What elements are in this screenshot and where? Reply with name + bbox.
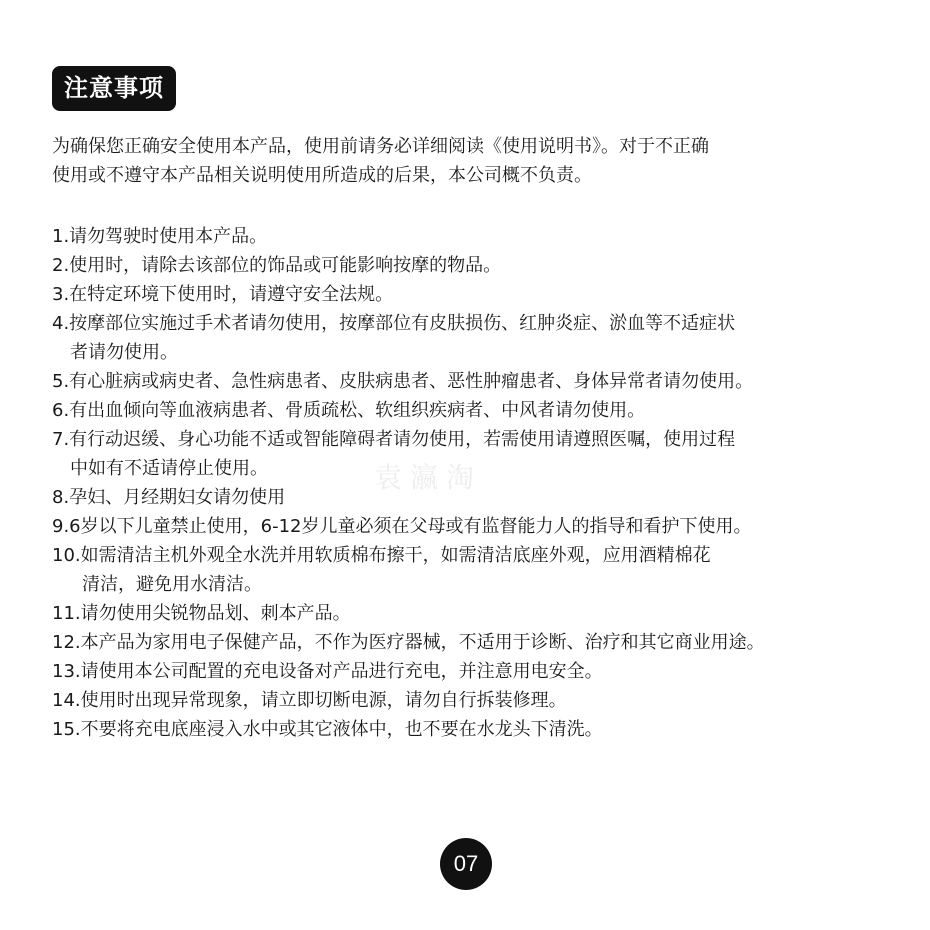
notice-item-text: 14.使用时出现异常现象，请立即切断电源，请勿自行拆装修理。: [52, 690, 567, 711]
section-title: 注意事项: [52, 66, 176, 111]
notice-item-text: 6.有出血倾向等血液病患者、骨质疏松、软组织疾病者、中风者请勿使用。: [52, 400, 646, 421]
notice-item-text: 12.本产品为家用电子保健产品，不作为医疗器械，不适用于诊断、治疗和其它商业用途。: [52, 632, 765, 653]
notice-item-continuation: 中如有不适请停止使用。: [70, 458, 268, 479]
notice-item-text: 3.在特定环境下使用时，请遵守安全法规。: [52, 284, 394, 305]
notice-item: [52, 715, 902, 744]
notice-item-text: 11.请勿使用尖锐物品划、刺本产品。: [52, 603, 351, 624]
notice-item-text: 1.请勿驾驶时使用本产品。: [52, 226, 268, 247]
notice-item-text: 9.6岁以下儿童禁止使用，6-12岁儿童必须在父母或有监督能力人的指导和看护下使用。: [52, 516, 752, 537]
notice-item-text: 2.使用时，请除去该部位的饰品或可能影响按摩的物品。: [52, 255, 502, 276]
intro-line: 使用或不遵守本产品相关说明使用所造成的后果，本公司概不负责。: [52, 165, 592, 186]
notice-item: [52, 657, 902, 686]
notice-item: [52, 222, 902, 251]
notice-item-text: 5.有心脏病或病史者、急性病患者、皮肤病患者、恶性肿瘤患者、身体异常者请勿使用。: [52, 371, 754, 392]
notice-item: [52, 280, 902, 309]
notice-item: [52, 541, 902, 599]
notice-item-text: 4.按摩部位实施过手术者请勿使用，按摩部位有皮肤损伤、红肿炎症、淤血等不适症状: [52, 313, 736, 334]
intro-line: 为确保您正确安全使用本产品，使用前请务必详细阅读《使用说明书》。对于不正确: [52, 136, 709, 157]
notice-item: [52, 599, 902, 628]
notice-item-text: 13.请使用本公司配置的充电设备对产品进行充电，并注意用电安全。: [52, 661, 603, 682]
notice-item: [52, 628, 902, 657]
notice-item: [52, 251, 902, 280]
notice-item: [52, 309, 902, 367]
notice-item: [52, 396, 902, 425]
notice-item-text: 10.如需清洁主机外观全水洗并用软质棉布擦干，如需清洁底座外观，应用酒精棉花: [52, 545, 711, 566]
notice-item: [52, 367, 902, 396]
notice-item: [52, 512, 902, 541]
notice-item-continuation: 者请勿使用。: [70, 342, 178, 363]
notice-item-continuation: 清洁，避免用水清洁。: [82, 574, 262, 595]
notice-item-text: 8.孕妇、月经期妇女请勿使用: [52, 487, 286, 508]
notice-item-text: 7.有行动迟缓、身心功能不适或智能障碍者请勿使用，若需使用请遵照医嘱，使用过程: [52, 429, 736, 450]
notice-item-text: 15.不要将充电底座浸入水中或其它液体中，也不要在水龙头下清洗。: [52, 719, 603, 740]
page-number: 07: [440, 838, 492, 890]
notice-item: [52, 686, 902, 715]
watermark: 袁瀛淘: [374, 461, 483, 494]
intro-paragraph: [52, 132, 892, 190]
